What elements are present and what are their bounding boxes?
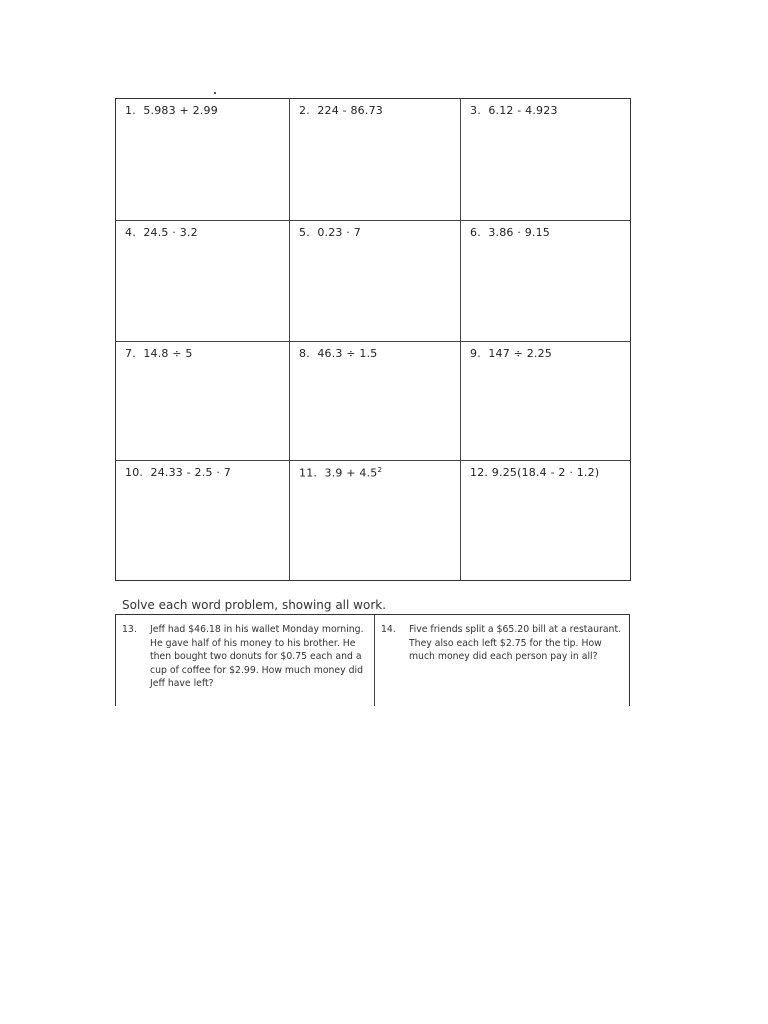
word-problem-line: Jeff have left? — [150, 678, 214, 690]
word-problem-line: They also each left $2.75 for the tip. How — [409, 637, 602, 649]
problem-expression: 3.86 · 9.15 — [488, 226, 550, 239]
problem-number: 10. — [125, 466, 144, 479]
word-problem-number: 14. — [381, 624, 396, 635]
problem-number: 5. — [299, 226, 310, 239]
problem-number: 12. — [470, 466, 489, 479]
word-problem-line: cup of coffee for $2.99. How much money did — [150, 664, 363, 676]
word-problem-13[interactable] — [116, 615, 374, 706]
word-problem-line: He gave half of his money to his brother. He — [150, 637, 356, 649]
problem-number: 6. — [470, 226, 481, 239]
problem-cell-6[interactable] — [461, 221, 630, 342]
problem-cell-3[interactable] — [461, 99, 630, 221]
problem-number: 1. — [125, 104, 136, 117]
problem-number: 9. — [470, 347, 481, 360]
problem-cell-8[interactable] — [290, 342, 461, 461]
problem-exponent: 2 — [377, 466, 383, 474]
problem-expression: 24.33 - 2.5 · 7 — [150, 466, 231, 479]
problem-number: 7. — [125, 347, 136, 360]
word-problem-text — [409, 623, 623, 706]
problem-number: 4. — [125, 226, 136, 239]
word-problem-line: Five friends split a $65.20 bill at a restaurant. — [409, 624, 622, 635]
problem-expression: 147 ÷ 2.25 — [488, 347, 553, 360]
problem-expression: 9.25(18.4 - 2 · 1.2) — [491, 466, 600, 479]
word-problem-text — [150, 623, 368, 706]
problem-cell-11[interactable] — [290, 461, 461, 580]
problem-cell-5[interactable] — [290, 221, 461, 342]
problem-expression: 24.5 · 3.2 — [143, 226, 198, 239]
problem-cell-10[interactable] — [116, 461, 290, 580]
problem-cell-9[interactable] — [461, 342, 630, 461]
problem-expression: 14.8 ÷ 5 — [143, 347, 193, 360]
word-problem-line: Jeff had $46.18 in his wallet Monday morning. — [150, 624, 364, 635]
word-problem-line: then bought two donuts for $0.75 each and a — [150, 651, 362, 663]
problem-cell-4[interactable] — [116, 221, 290, 342]
problem-number: 2. — [299, 104, 310, 117]
problem-cell-2[interactable] — [290, 99, 461, 221]
problem-expression: 6.12 - 4.923 — [488, 104, 558, 117]
scan-speck — [214, 92, 216, 94]
problem-number: 8. — [299, 347, 310, 360]
problem-grid — [115, 98, 631, 581]
problem-cell-12[interactable] — [461, 461, 630, 580]
problem-number: 3. — [470, 104, 481, 117]
word-problem-14[interactable] — [374, 615, 629, 706]
problem-expression: 3.9 + 4.5 — [324, 466, 378, 480]
word-problem-number: 13. — [122, 624, 137, 635]
problem-number: 11. — [299, 466, 318, 480]
instruction-text: Solve each word problem, showing all work. — [122, 598, 387, 612]
problem-expression: 46.3 ÷ 1.5 — [317, 347, 378, 360]
problem-cell-1[interactable] — [116, 99, 290, 221]
problem-expression: 5.983 + 2.99 — [143, 104, 218, 117]
problem-expression: 224 - 86.73 — [317, 104, 383, 117]
word-problem-line: much money did each person pay in all? — [409, 651, 598, 663]
problem-cell-7[interactable] — [116, 342, 290, 461]
problem-expression: 0.23 · 7 — [317, 226, 361, 239]
word-problem-table — [115, 614, 630, 706]
